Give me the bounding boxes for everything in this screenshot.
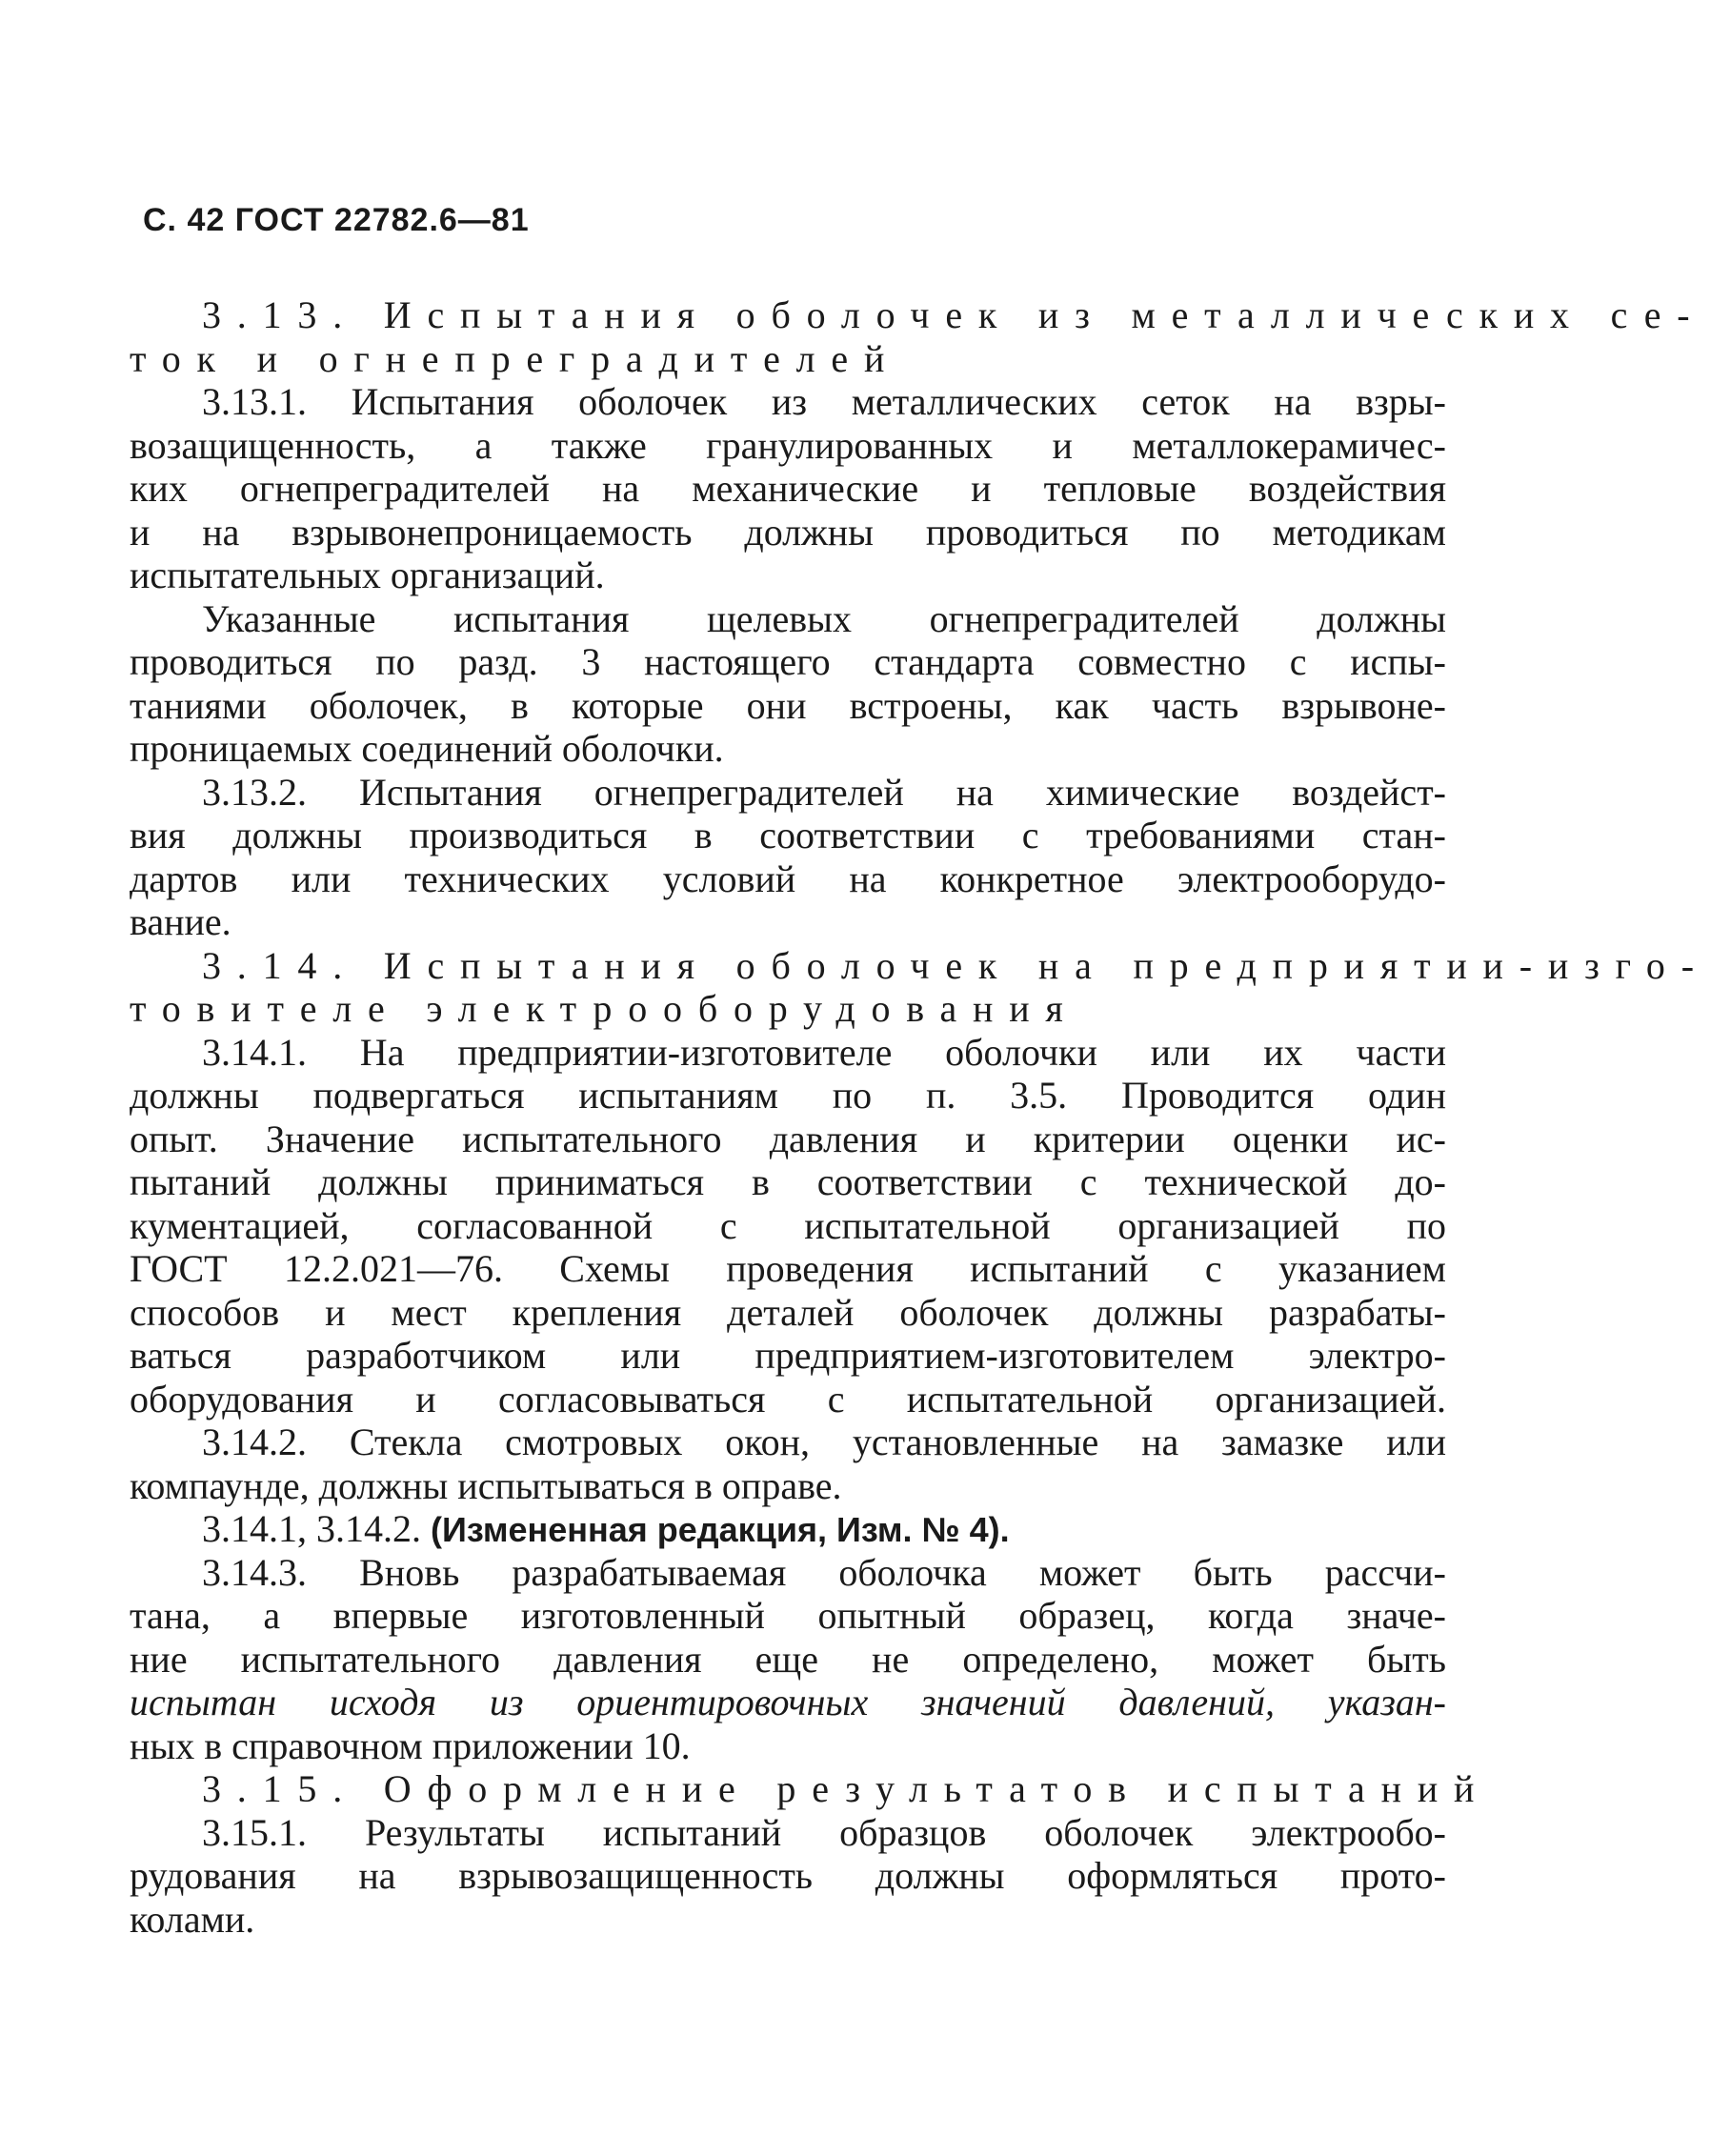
text-line-content: проводиться по разд. 3 настоящего стандарта совместно с испы- <box>130 640 1446 683</box>
text-line <box>130 684 1446 728</box>
text-line-content: колами. <box>130 1897 255 1941</box>
text-line-content: 3.13.2. Испытания огнепреградителей на химические воздейст- <box>202 770 1446 814</box>
text-line <box>130 1247 1446 1291</box>
text-line <box>130 467 1446 511</box>
text-line <box>130 1421 1446 1464</box>
text-line <box>130 1118 1446 1161</box>
text-line <box>130 1854 1446 1898</box>
text-line-content: товителе электрооборудования <box>130 987 1079 1030</box>
text-line <box>130 1031 1446 1075</box>
text-line <box>130 771 1446 815</box>
text-line-content: 3.15. Оформление результатов испытаний <box>202 1767 1491 1810</box>
text-line <box>130 337 1446 381</box>
text-line <box>130 1724 1446 1768</box>
text-line-content: ких огнепреградителей на механические и тепловые воздействия <box>130 467 1446 510</box>
text-line <box>130 1898 1446 1942</box>
text-line <box>130 597 1446 641</box>
text-line-content: и на взрывонепроницаемость должны проводиться по методикам <box>130 510 1446 554</box>
page-header: С. 42 ГОСТ 22782.6—81 <box>143 202 530 238</box>
text-line-content: проницаемых соединений оболочки. <box>130 727 724 770</box>
text-line <box>130 1160 1446 1204</box>
text-line-content: опыт. Значение испытательного давления и критерии оценки ис- <box>130 1117 1446 1160</box>
amendment-note: (Измененная редакция, Изм. № 4). <box>431 1510 1010 1549</box>
text-line-content: 3.13.1. Испытания оболочек из металлических сеток на взры- <box>202 380 1446 423</box>
text-line <box>130 1594 1446 1638</box>
text-line-content: таниями оболочек, в которые они встроены, как часть взрывоне- <box>130 683 1446 727</box>
text-line <box>130 511 1446 554</box>
text-line <box>130 987 1446 1031</box>
text-line <box>130 1767 1491 1811</box>
text-line-content: рудования на взрывозащищенность должны оформляться прото- <box>130 1854 1446 1897</box>
text-line <box>130 814 1446 857</box>
text-line-content: пытаний должны приниматься в соответствии с технической до- <box>130 1160 1446 1203</box>
text-line-content: тана, а впервые изготовленный опытный образец, когда значе- <box>130 1594 1446 1637</box>
text-line <box>130 293 1706 337</box>
text-line <box>130 1681 1446 1724</box>
text-line-content: испытан исходя из ориентировочных значений давлений, указан- <box>130 1681 1446 1723</box>
text-line-content: Указанные испытания щелевых огнепреградителей должны <box>202 596 1446 640</box>
text-line-content: 3.14.3. Вновь разрабатываемая оболочка может быть рассчи- <box>202 1550 1446 1594</box>
text-line <box>130 380 1446 424</box>
text-line-content: 3.14.1, 3.14.2. <box>202 1507 431 1550</box>
text-line-content: вия должны производиться в соответствии с требованиями стан- <box>130 814 1446 856</box>
text-line <box>130 1811 1446 1855</box>
text-line-content: 3.14. Испытания оболочек на предприятии-изго- <box>202 943 1710 987</box>
text-line-content: 3.14.2. Стекла смотровых окон, установленные на замазке или <box>202 1421 1446 1463</box>
text-line-content: 3.15.1. Результаты испытаний образцов оболочек электрообо- <box>202 1810 1446 1854</box>
text-line <box>130 1291 1446 1335</box>
text-line-content: должны подвергаться испытаниям по п. 3.5. Проводится один <box>130 1074 1446 1117</box>
text-line <box>130 1378 1446 1421</box>
document-body <box>130 293 1710 1941</box>
text-line <box>130 554 1446 597</box>
text-line-content: ГОСТ 12.2.021—76. Схемы проведения испытаний с указанием <box>130 1247 1446 1290</box>
text-line <box>130 1507 1446 1551</box>
text-line <box>130 1204 1446 1248</box>
text-line <box>130 857 1446 901</box>
text-line-content: компаунде, должны испытываться в оправе. <box>130 1463 842 1507</box>
text-line <box>130 424 1446 468</box>
text-line-content: дартов или технических условий на конкретное электрооборудо- <box>130 856 1446 900</box>
text-line <box>130 1334 1446 1378</box>
text-line <box>130 1464 1446 1508</box>
text-line-content: способов и мест крепления деталей оболочек должны разрабаты- <box>130 1290 1446 1334</box>
text-line-content: ние испытательного давления еще не определено, может быть <box>130 1637 1446 1681</box>
text-line-content: 3.14.1. На предприятии-изготовителе оболочки или их части <box>202 1030 1446 1074</box>
text-line-content: 3.13. Испытания оболочек из металлических се- <box>202 293 1706 336</box>
text-line <box>130 1074 1446 1118</box>
text-line-content: ток и огнепреградителей <box>130 336 901 380</box>
text-line <box>130 1551 1446 1595</box>
text-line <box>130 727 1446 771</box>
text-line <box>130 640 1446 684</box>
text-line-content: испытательных организаций. <box>130 554 605 596</box>
text-line <box>130 1638 1446 1682</box>
text-line-content: вание. <box>130 900 231 943</box>
text-line-content: возащищенность, а также гранулированных и металлокерамичес- <box>130 423 1446 467</box>
text-line-content: кументацией, согласованной с испытательной организацией по <box>130 1203 1446 1247</box>
text-line <box>130 943 1710 988</box>
text-line <box>130 900 1446 944</box>
text-line-content: ных в справочном приложении 10. <box>130 1723 691 1767</box>
text-line-content: ваться разработчиком или предприятием-изготовителем электро- <box>130 1334 1446 1377</box>
text-line-content: оборудования и согласовываться с испытательной организацией. <box>130 1377 1446 1421</box>
